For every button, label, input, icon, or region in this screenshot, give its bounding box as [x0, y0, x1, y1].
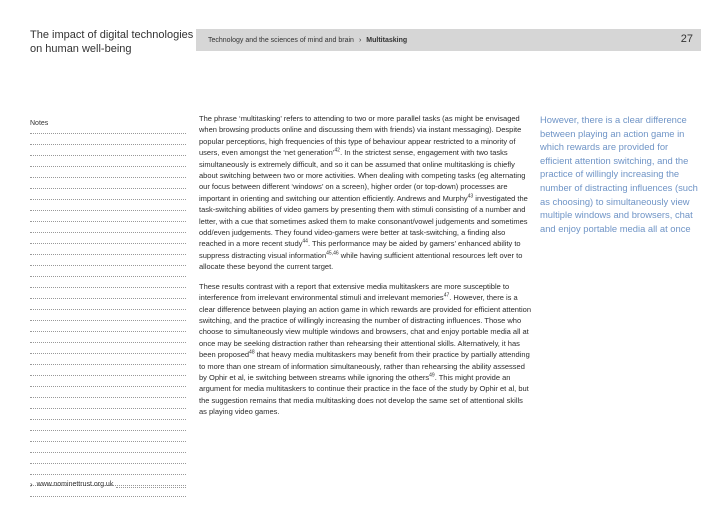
page-number: 27 [680, 33, 693, 45]
notes-line [30, 167, 186, 178]
notes-line [30, 310, 186, 321]
notes-line [30, 266, 186, 277]
footer-dotted-rule [116, 481, 186, 488]
notes-line [30, 387, 186, 398]
notes-area [30, 112, 186, 497]
body-text [199, 113, 531, 426]
arrow-icon: › [30, 480, 33, 489]
notes-line [30, 464, 186, 475]
notes-line [30, 123, 186, 134]
breadcrumb-chevron-icon: › [358, 36, 362, 44]
notes-line [30, 409, 186, 420]
notes-line [30, 244, 186, 255]
notes-line [30, 343, 186, 354]
breadcrumb-section[interactable]: Technology and the sciences of mind and brain [208, 36, 354, 44]
citation-ref: 49 [429, 372, 435, 379]
citation-ref: 44 [302, 238, 308, 245]
citation-ref: 47 [443, 292, 450, 299]
paragraph-media-multitaskers: These results contrast with a report that extensive media multitaskers are more susceptible to interference from irrelevant environmental stimuli and irrelevant memories$^{47}$. However, there is a clear difference between playing an action game in which rewards are provided for efficient attention switching, and the practice of willingly increasing the number of distracting influences. Those who choose to simultaneously view multiple windows and browsers, chat and enjoy portable media all at once may be seeking distraction rather than rehearsing their attentional skills. Alternatively, it has been proposed$^{48}$ that heavy media multitaskers may benefit from their practice by partially attending to more than one stream of information simultaneously, rather than rehearsing the ability assessed by Ophir et al, ie switching between streams while ignoring the others$^{49}$. This might provide an argument for media multitaskers to continue their practice in the face of the study by Ophir et al, but the suggestion remains that media multitasking does not develop the same set of attentional skills as playing video games. [199, 281, 532, 417]
notes-line [30, 288, 186, 299]
notes-line [30, 332, 186, 343]
website-link-text[interactable]: www.nominettrust.org.uk [36, 481, 114, 488]
notes-line [30, 156, 186, 167]
paragraph-multitasking-definition: The phrase ‘multitasking’ refers to attending to two or more parallel tasks (as might be envisaged when browsing products online and discussing them with friends) via instant messaging). Despite popular perceptions, high frequencies of this type of behaviour appear restricted to a minority of users, even amongst the ‘net generation’$^{42}$. In the strictest sense, engagement with two tasks simultaneously is extremely difficult, and so it can be assumed that online multitasking is chiefly about switching between two or more activities. When dealing with competing tasks (eg alternating our focus between different ‘windows’ on a screen), higher order (or top-down) processes are important in orienting and switching our attention efficiently. Andrews and Murphy$^{43}$ investigated the task-switching abilities of video gamers by presenting them with stimuli consisting of a number and letter, with a cue that sometimes asked them to make consonant/vowel judgements and sometimes odd/even judgements. They found video-gamers were better at task-switching, a finding also reached in a more recent study$^{44}$. This performance may be aided by gamers’ enhanced ability to suppress distracting visual information$^{45,46}$ while having sufficient attentional resources left over to allocate these beyond the current target. [199, 114, 528, 272]
notes-label: Notes [30, 120, 51, 127]
notes-line [30, 189, 186, 200]
notes-line [30, 376, 186, 387]
notes-line [30, 277, 186, 288]
notes-line [30, 398, 186, 409]
notes-line [30, 211, 186, 222]
notes-line [30, 178, 186, 189]
notes-line [30, 134, 186, 145]
notes-line [30, 453, 186, 464]
notes-line [30, 255, 186, 266]
citation-ref: 48 [249, 349, 255, 356]
document-title: The impact of digital technologies on human well-being [30, 29, 194, 55]
notes-line [30, 431, 186, 442]
breadcrumb [208, 37, 407, 44]
notes-line [30, 365, 186, 376]
notes-line [30, 200, 186, 211]
breadcrumb-current: Multitasking [366, 36, 408, 44]
notes-line [30, 442, 186, 453]
citation-ref: 45,46 [326, 250, 339, 257]
notes-line [30, 321, 186, 332]
notes-line [30, 420, 186, 431]
citation-ref: 42 [334, 147, 341, 154]
pull-quote: However, there is a clear difference between playing an action game in which rewards are provided for efficient attention switching, and the practice of willingly increasing the number of distracting influences (such as choosing) to simultaneously view multiple windows and browsers, chat and enjoy portable media all at once [540, 114, 698, 234]
notes-line [30, 145, 186, 156]
citation-ref: 43 [467, 193, 474, 200]
website-link[interactable] [30, 480, 186, 489]
notes-line [30, 354, 186, 365]
notes-line [30, 222, 186, 233]
header-bar [196, 29, 701, 51]
notes-lines [30, 123, 186, 497]
notes-line [30, 233, 186, 244]
notes-line [30, 299, 186, 310]
